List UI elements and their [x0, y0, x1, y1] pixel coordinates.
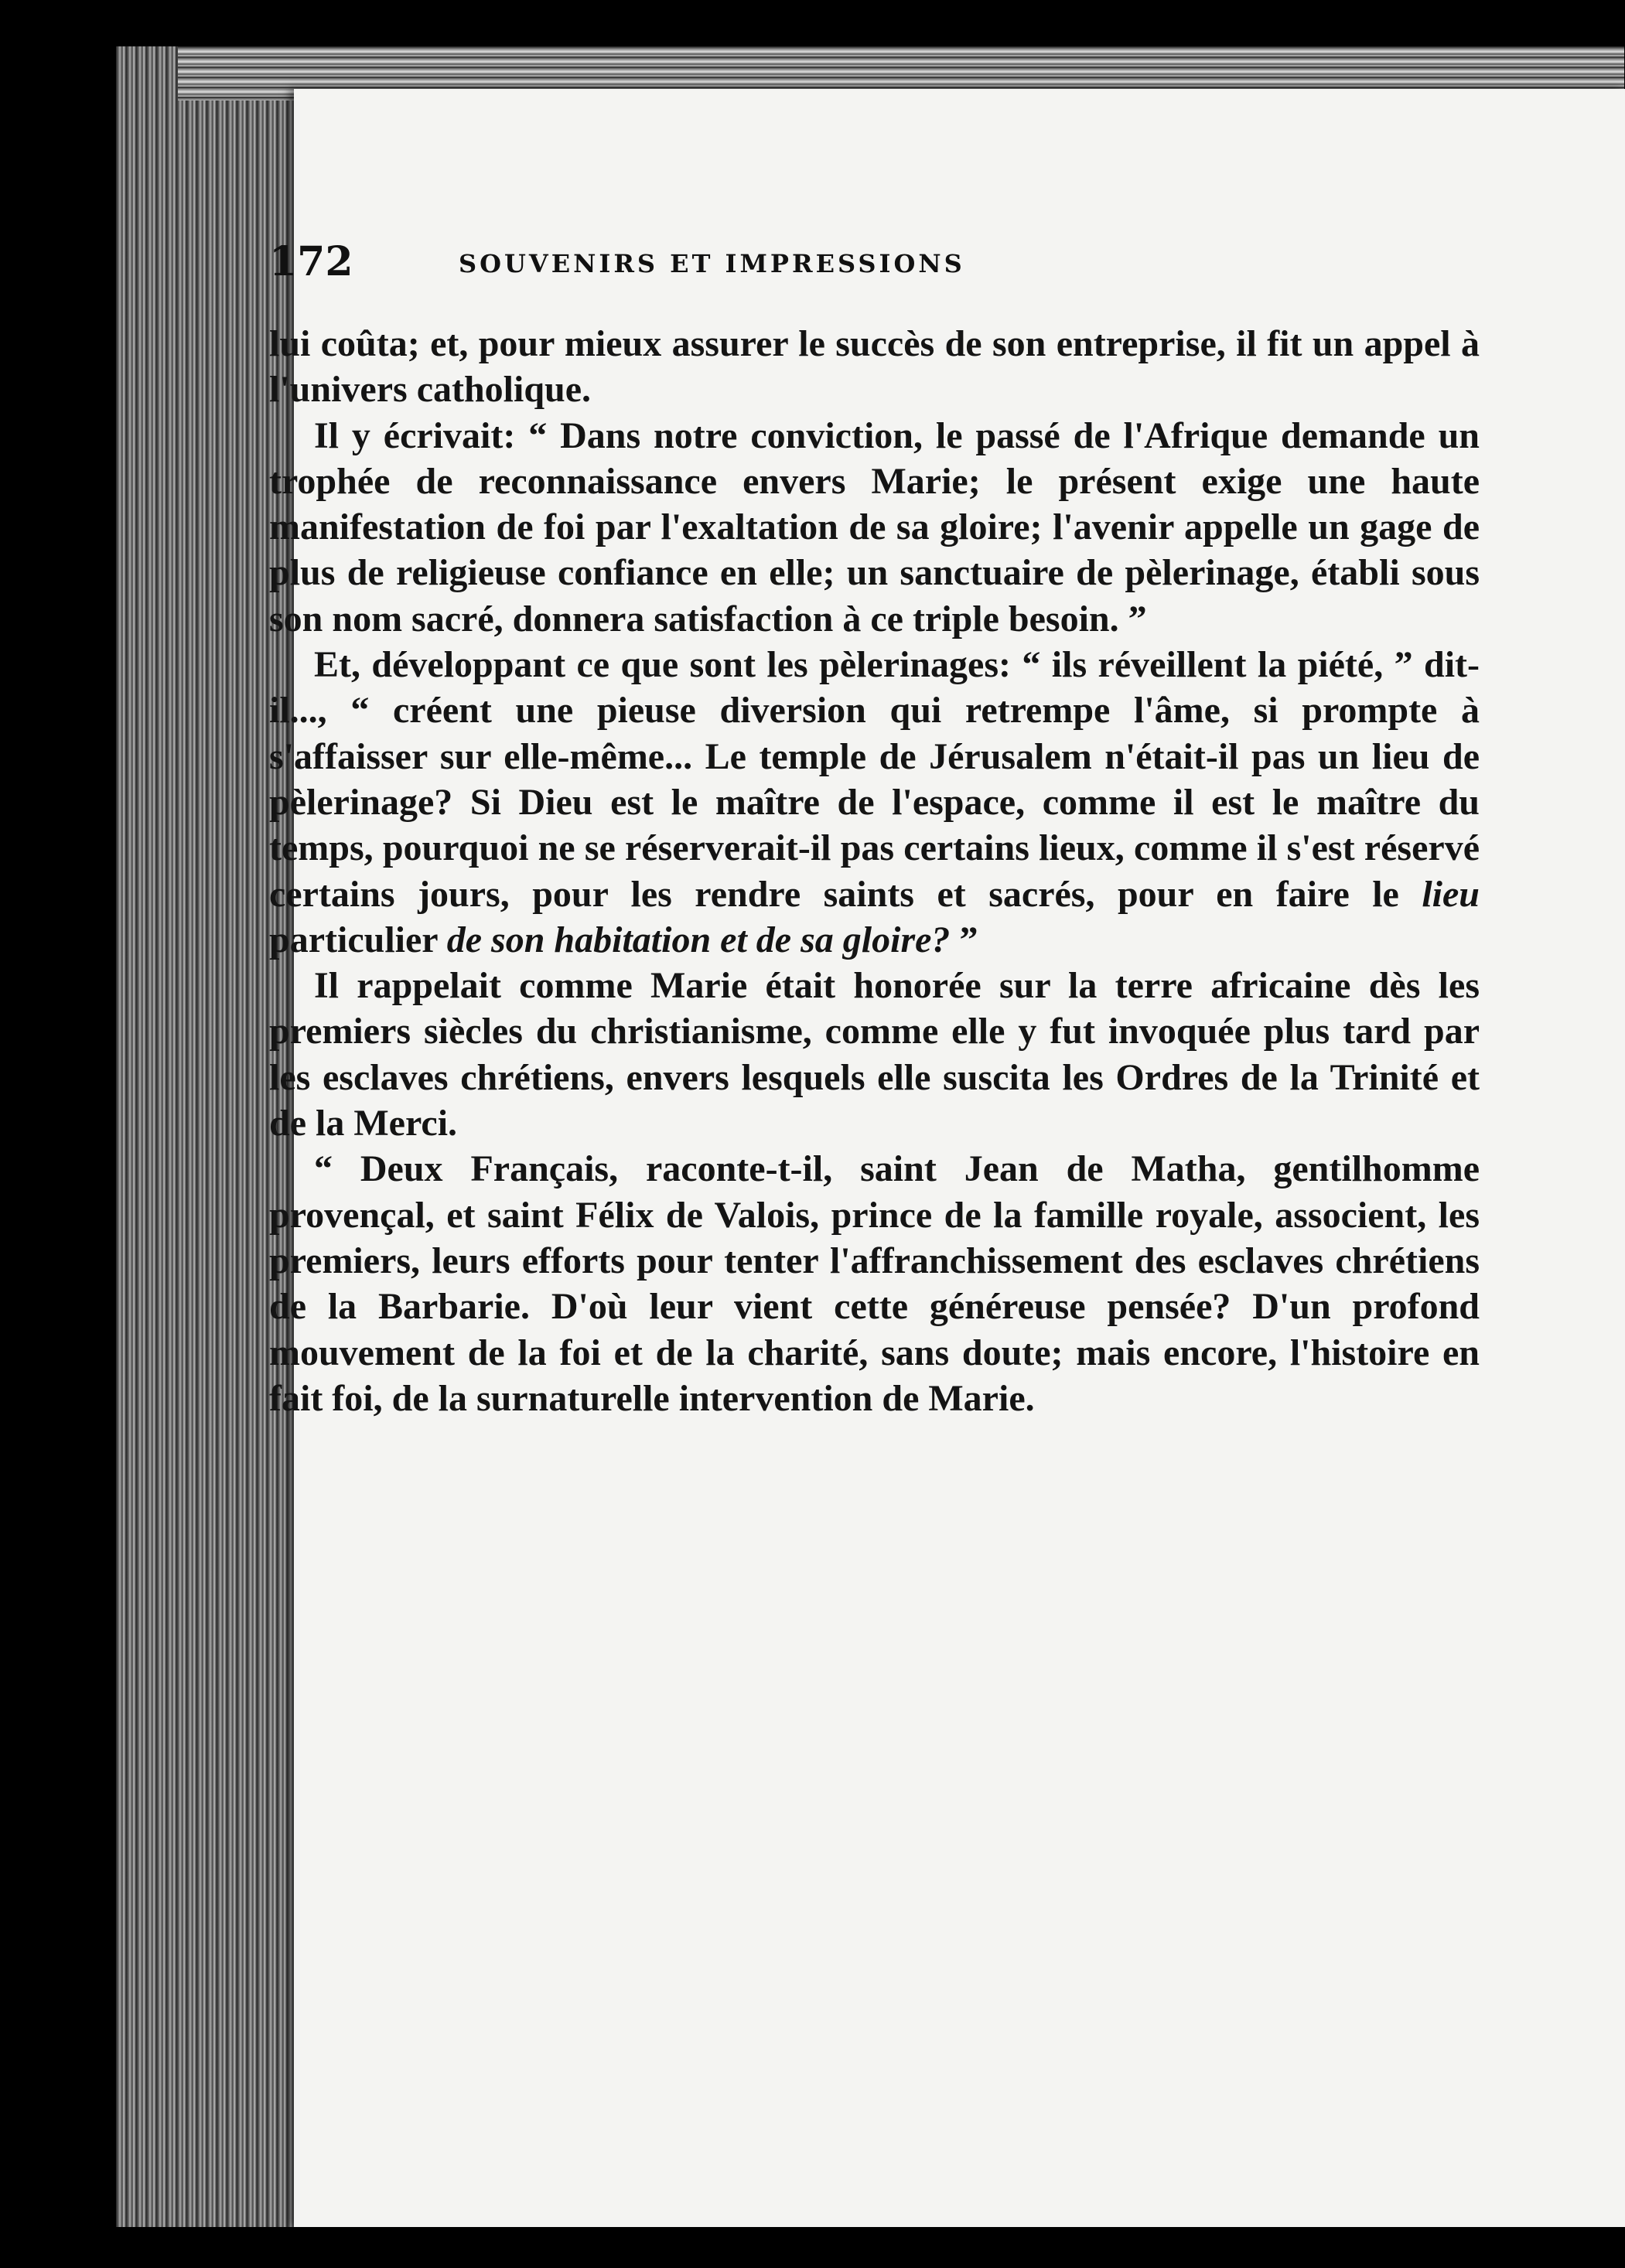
running-head-title: SOUVENIRS ET IMPRESSIONS [459, 249, 965, 278]
paragraph [269, 963, 1480, 1146]
paragraph-text: particulier [269, 919, 447, 960]
body-text [269, 321, 1480, 1421]
paragraph-text: lui coûta; et, pour mieux assurer le succès de son entreprise, il fit un appel à l'univers catholique. [269, 323, 1480, 411]
paragraph-text: Il rappelait comme Marie était honorée sur la terre africaine dès les premiers siècles du christianisme, comme elle y fut invoquée plus tard par les esclaves chrétiens, envers lesquels elle suscita les Ordres de la Trinité et de la Merci. [269, 965, 1480, 1144]
paragraph-text: Il y écrivait: “ Dans notre conviction, le passé de l'Afrique demande un trophée de reconnaissance envers Marie; le présent exige une haute manifestation de foi par l'exaltation de sa gloire; l'avenir appelle un gage de plus de religieuse confiance en elle; un sanctuaire de pèlerinage, établi sous son nom sacré, donnera satisfaction à ce triple besoin. ” [269, 414, 1480, 639]
italic-text: lieu [1422, 873, 1480, 915]
paragraph [269, 1146, 1480, 1421]
paragraph [269, 321, 1480, 413]
italic-text: de son habitation et de sa gloire? [446, 919, 951, 960]
running-head [269, 232, 1480, 309]
book-page-edges [116, 46, 294, 2227]
paragraph-text: ” [950, 919, 978, 960]
paragraph [269, 642, 1480, 963]
paragraph [269, 413, 1480, 642]
paragraph-text: Et, développant ce que sont les pèlerinages: “ ils réveillent la piété, ” dit-il..., “ créent une pieuse diversion qui retrempe l'âme, si prompte à s'affaisser sur elle-même... Le temple de Jérusalem n'était-il pas un lieu de pèlerinage? Si Dieu est le maître de l'espace, comme il est le maître du temps, pourquoi ne se réserverait-il pas certains lieux, comme il s'est réservé certains jours, pour les rendre saints et sacrés, pour en faire le [269, 644, 1480, 915]
paragraph-text: “ Deux Français, raconte-t-il, saint Jean de Matha, gentilhomme provençal, et saint Félix de Valois, prince de la famille royale, associent, les premiers, leurs efforts pour tenter l'affranchissement des esclaves chrétiens de la Barbarie. D'où leur vient cette généreuse pensée? D'un profond mouvement de la foi et de la charité, sans doute; mais encore, l'histoire en fait foi, de la surnaturelle intervention de Marie. [269, 1148, 1480, 1419]
page-number: 172 [269, 238, 353, 285]
